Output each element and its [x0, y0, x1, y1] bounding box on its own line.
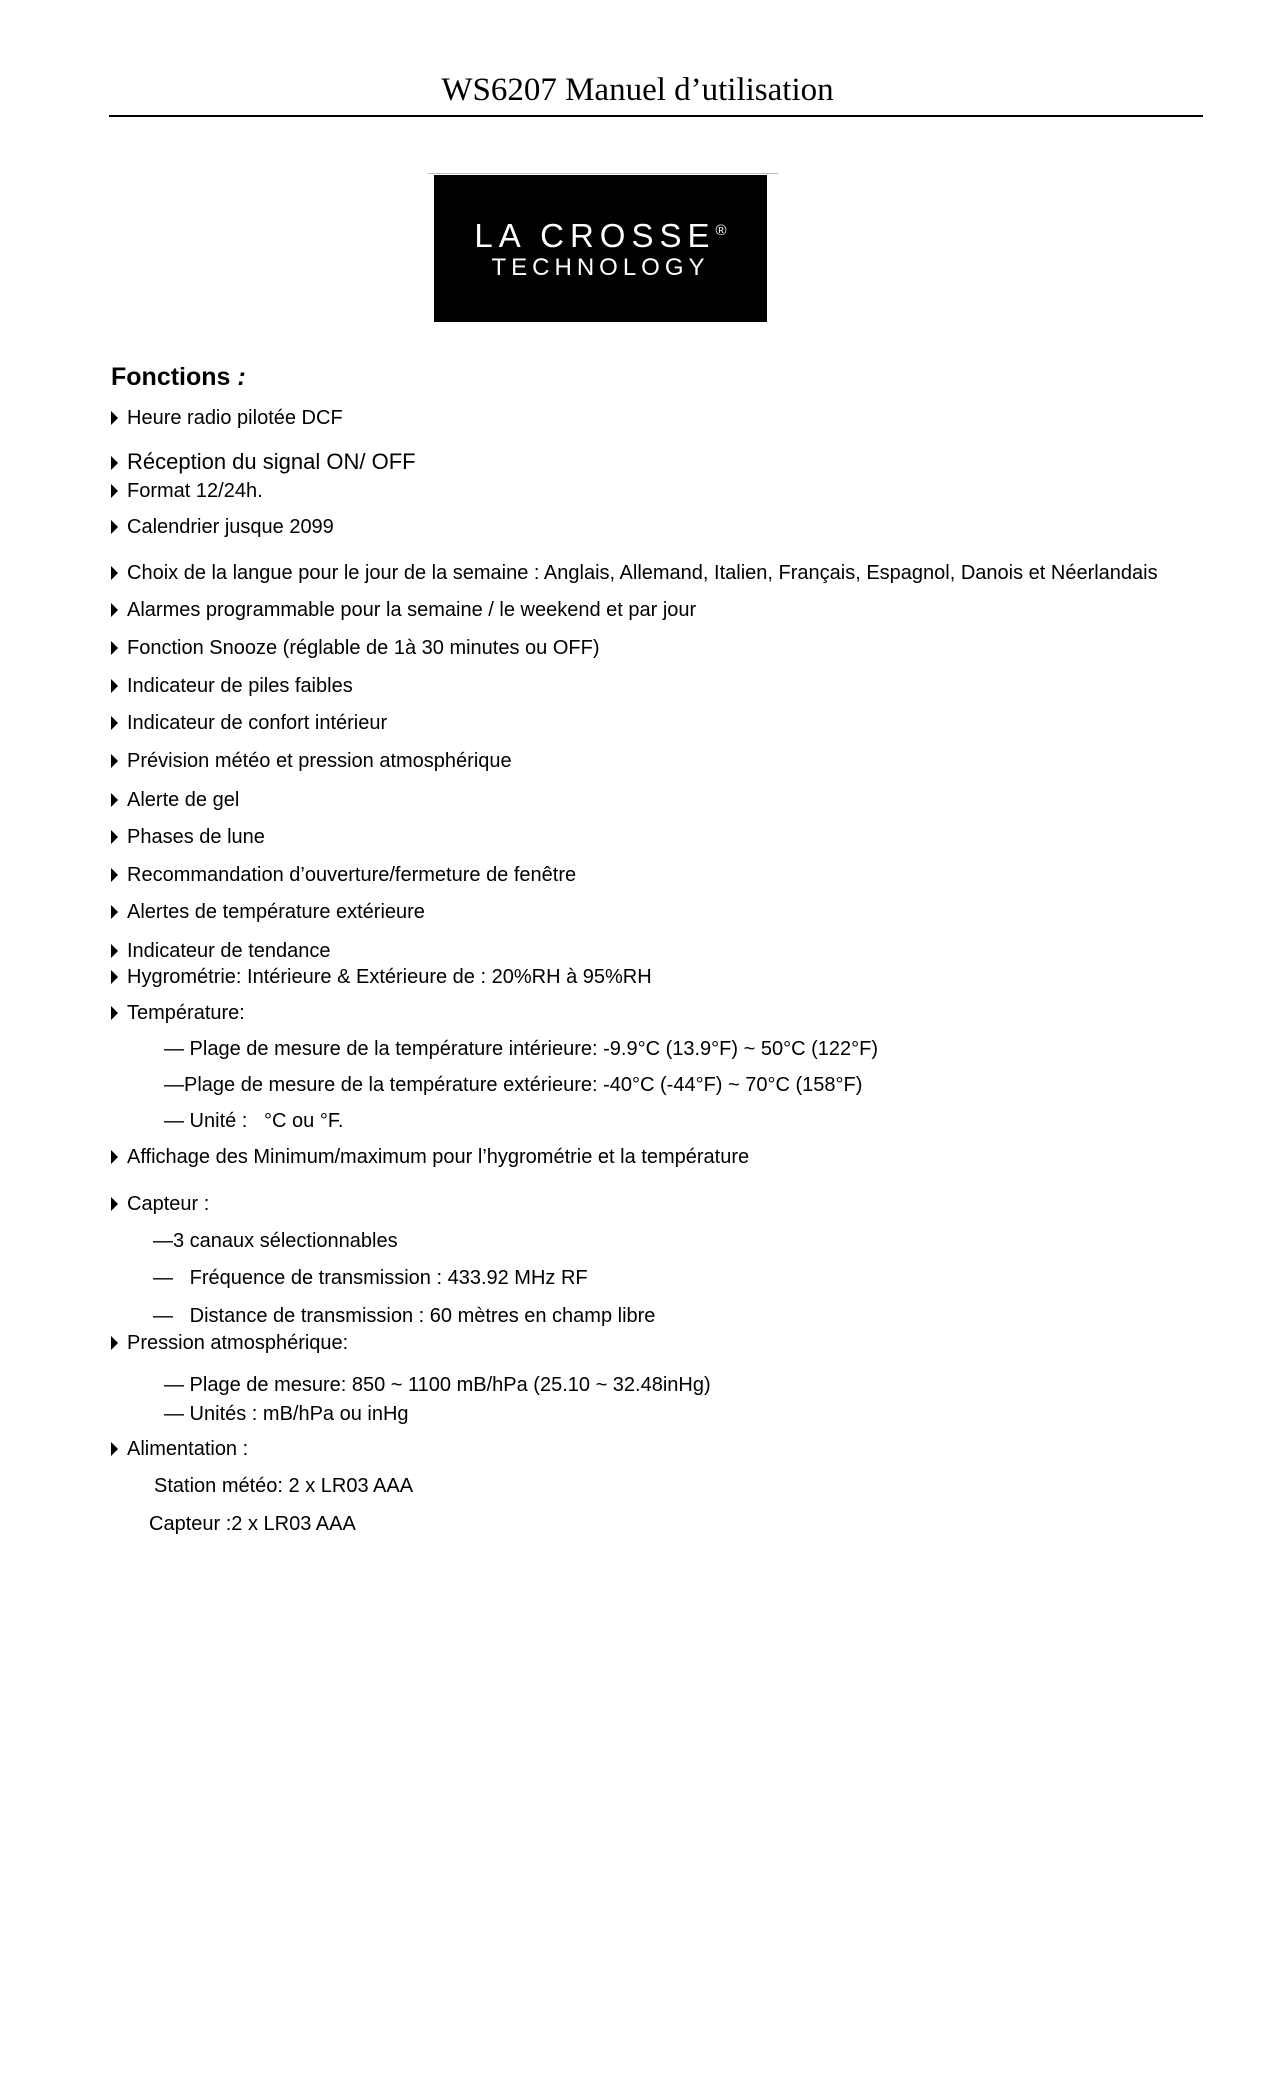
temperature-unit: — Unité : °C ou °F. — [164, 1110, 344, 1132]
feature-text: Alertes de température extérieure — [127, 901, 425, 923]
brand-logo — [434, 175, 767, 322]
sensor-channels: —3 canaux sélectionnables — [153, 1230, 398, 1252]
section-heading-text: Fonctions — [111, 363, 231, 391]
logo-line-1 — [434, 213, 767, 254]
feature-item — [111, 636, 599, 660]
feature-text: Indicateur de tendance — [127, 940, 331, 962]
section-heading-colon: : — [237, 363, 246, 391]
feature-text: Hygrométrie: Intérieure & Extérieure de : 20%RH à 95%RH — [127, 966, 652, 988]
feature-item — [111, 406, 343, 430]
feature-item — [111, 900, 425, 924]
bullet-triangle-icon — [111, 905, 118, 919]
temperature-indoor-range: — Plage de mesure de la température intérieure: -9.9°C (13.9°F) ~ 50°C (122°F) — [164, 1038, 878, 1060]
feature-text: Indicateur de confort intérieur — [127, 712, 388, 734]
feature-text: Heure radio pilotée DCF — [127, 407, 343, 429]
feature-item — [111, 749, 512, 773]
feature-text: Indicateur de piles faibles — [127, 675, 353, 697]
bullet-triangle-icon — [111, 830, 118, 844]
feature-text: Capteur : — [127, 1193, 210, 1215]
pressure-units: — Unités : mB/hPa ou inHg — [164, 1403, 409, 1425]
bullet-triangle-icon — [111, 970, 118, 984]
bullet-triangle-icon — [111, 1336, 118, 1350]
bullet-triangle-icon — [111, 411, 118, 425]
feature-text: Prévision météo et pression atmosphérique — [127, 750, 512, 772]
feature-item — [111, 515, 334, 539]
feature-item — [111, 711, 387, 735]
feature-item — [111, 863, 576, 887]
power-station: Station météo: 2 x LR03 AAA — [154, 1475, 414, 1497]
feature-item — [111, 479, 263, 503]
feature-text: Fonction Snooze (réglable de 1à 30 minutes ou OFF) — [127, 637, 600, 659]
feature-item — [111, 788, 239, 812]
sensor-frequency: — Fréquence de transmission : 433.92 MHz RF — [153, 1267, 588, 1289]
sensor-distance: — Distance de transmission : 60 mètres en champ libre — [153, 1305, 656, 1327]
bullet-triangle-icon — [111, 1006, 118, 1020]
page-title: WS6207 Manuel d’utilisation — [441, 72, 834, 108]
feature-item — [111, 1437, 248, 1461]
bullet-triangle-icon — [111, 484, 118, 498]
feature-item — [111, 1001, 245, 1025]
logo-line-2: TECHNOLOGY — [491, 254, 710, 281]
bullet-triangle-icon — [111, 944, 118, 958]
feature-text: Format 12/24h. — [127, 480, 263, 502]
feature-text: Choix de la langue pour le jour de la semaine : Anglais, Allemand, Italien, Français, Espagnol, Danois et Néerlandais — [127, 562, 1158, 584]
power-sensor: Capteur :2 x LR03 AAA — [149, 1513, 356, 1535]
feature-item — [111, 1192, 209, 1216]
feature-item — [111, 1331, 348, 1355]
feature-text: Alimentation : — [127, 1438, 249, 1460]
bullet-triangle-icon — [111, 456, 118, 470]
feature-text: Réception du signal ON/ OFF — [127, 449, 416, 474]
bullet-triangle-icon — [111, 603, 118, 617]
feature-item — [111, 674, 353, 698]
feature-text: Calendrier jusque 2099 — [127, 516, 334, 538]
registered-mark: ® — [715, 222, 727, 239]
bullet-triangle-icon — [111, 1197, 118, 1211]
bullet-triangle-icon — [111, 1150, 118, 1164]
bullet-triangle-icon — [111, 868, 118, 882]
feature-item — [111, 825, 265, 849]
header-divider — [109, 115, 1203, 117]
feature-item — [111, 965, 652, 989]
feature-item — [111, 450, 416, 474]
bullet-triangle-icon — [111, 754, 118, 768]
pressure-range: — Plage de mesure: 850 ~ 1100 mB/hPa (25.10 ~ 32.48inHg) — [164, 1374, 711, 1396]
feature-item — [111, 598, 696, 622]
bullet-triangle-icon — [111, 679, 118, 693]
feature-text: Pression atmosphérique: — [127, 1332, 349, 1354]
feature-text: Température: — [127, 1002, 245, 1024]
feature-text: Alarmes programmable pour la semaine / le weekend et par jour — [127, 599, 697, 621]
section-heading — [111, 362, 246, 392]
feature-text: Phases de lune — [127, 826, 265, 848]
logo-border-line — [428, 173, 778, 174]
feature-item — [111, 1145, 749, 1169]
bullet-triangle-icon — [111, 716, 118, 730]
logo-brand-name: LA CROSSE — [474, 217, 716, 254]
bullet-triangle-icon — [111, 520, 118, 534]
bullet-triangle-icon — [111, 1442, 118, 1456]
bullet-triangle-icon — [111, 641, 118, 655]
feature-item — [111, 939, 331, 963]
feature-text: Alerte de gel — [127, 789, 240, 811]
bullet-triangle-icon — [111, 793, 118, 807]
bullet-triangle-icon — [111, 566, 118, 580]
feature-item — [111, 561, 1158, 585]
feature-text: Affichage des Minimum/maximum pour l’hygrométrie et la température — [127, 1146, 750, 1168]
feature-text: Recommandation d’ouverture/fermeture de fenêtre — [127, 864, 577, 886]
temperature-outdoor-range: —Plage de mesure de la température extérieure: -40°C (-44°F) ~ 70°C (158°F) — [164, 1074, 863, 1096]
